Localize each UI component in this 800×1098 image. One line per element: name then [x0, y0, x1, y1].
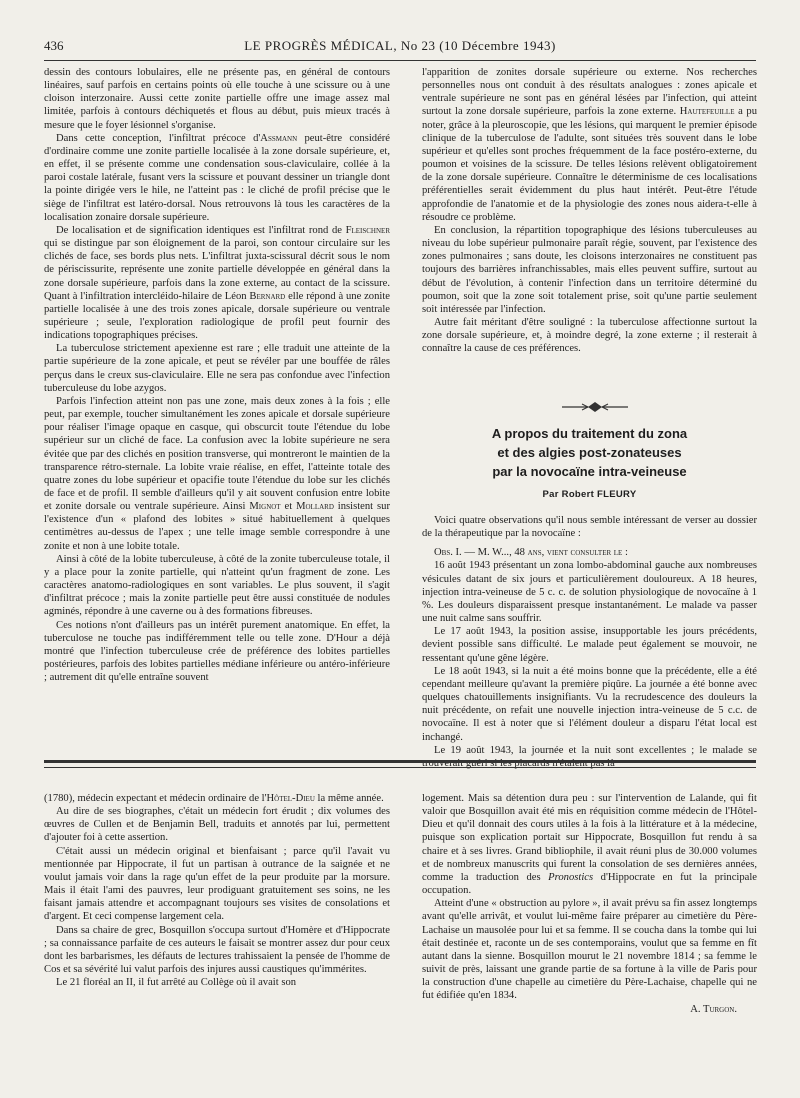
author-name: Fleischner	[345, 224, 390, 236]
paragraph: Autre fait méritant d'être souligné : la tuberculose affectionne surtout la zone dorsale supérieure, et, à moindre degré, la zone externe ; il resterait à connaître la cause de ces préférences.	[422, 316, 757, 355]
paragraph: (1780), médecin expectant et médecin ordinaire de l'Hôtel-Dieu la même année.	[44, 793, 384, 804]
article-zona	[422, 424, 757, 770]
paragraph: Dans cette conception, l'infiltrat précoce d'Assmann peut-être considéré d'ordinaire comme une zonite partielle localisée à la zone dorsale supérieure, et, en effet, il se présente comme une condensation sous-claviculaire, collée à la paroi costale latérale, fusant vers la scissure et pouvant dessiner un triangle dont la pointe dirigée vers le hile, ne l'atteint pas : le cliché de profil précise que le siège de l'infiltrat est latéro-dorsal. Nous retrouvons là tous les caractères de la localisation zonaire dorsale supérieure.	[44, 132, 390, 223]
paragraph: Au dire de ses biographes, c'était un médecin fort érudit ; dix volumes des œuvres de Cullen et de Benjamin Bell, traduits et annotés par lui, permettent d'ajouter foi à cette assertion.	[44, 806, 390, 844]
upper-right-column	[422, 66, 757, 398]
paragraph: Ainsi à côté de la lobite tuberculeuse, à côté de la zonite tuberculeuse totale, il y a place pour la zonite partielle, qui n'atteint qu'un fragment de zone. Les caractères anatomo-radiologiques en sont variables. Le plus souvent, il s'agit d'infiltrat précoce ; mais la zonite partielle peut être aussi constituée de nodules agminés, répondre à une caverne ou à des formations fibreuses.	[44, 553, 390, 618]
paragraph: Dans sa chaire de grec, Bosquillon s'occupa surtout d'Homère et d'Hippocrate ; sa connaissance parfaite de ces auteurs le faisait se montrer assez dur pour ceux dont les barbarismes, les défauts de lectures trahissaient la pensée de l'homme de Cos et sa sévérité lui valut parfois des injures aussi caustiques qu'immérites.	[44, 924, 390, 976]
observation-heading: Obs. I. — M. W..., 48 ans, vient consulter le :	[434, 547, 628, 559]
upper-left-column	[44, 66, 390, 756]
article-title: A propos du traitement du zona et des algies post-zonateuses par la novocaïne intra-veineuse	[491, 426, 688, 479]
paragraph: C'était aussi un médecin original et bienfaisant ; parce qu'il l'avait vu mentionnée par Hippocrate, il fut un partisan à outrance de la saignée et ne voulut jamais voir dans la rage qu'un effet de la peur produite par la morsure. Mais il était l'ami des pauvres, leur prodiguant gratuitement ses soins, ne les faisant jamais attendre et accompagnant toujours ses visites de consolations et d'argent. Et ceci compense largement cela.	[44, 845, 390, 923]
paragraph: Atteint d'une « obstruction au pylore », il avait prévu sa fin assez longtemps avant qu'elle arrivât, et voulut lui-même faire préparer au cimetière du Père-Lachaise un mausolée pour lui et sa femme. Il se coucha dans la tombe qui lui était destinée et, raconte un de ses contemporains, voulut que sa femme en fît autant dans la sienne. Bosquillon mourut le 21 novembre 1814 ; sa femme le suivit de près, laissant une grande partie de sa fortune à la ville de Paris pour la construction d'une chapelle au cimetière du Père-Lachaise, chapelle qui ne fut édifiée qu'en 1834.	[422, 898, 757, 1002]
paragraph: De localisation et de signification identiques est l'infiltrat rond de Fleischner qui se distingue par son éloignement de la paroi, son contour circulaire sur les clichés de face, ses bords plus nets. L'infiltrat juxta-scissural décrit sous le nom de périscissurite, représente une zonite partielle développée en général dans la zone dorsale supérieure, parfois dans la zone externe, au contact de la scissure. Quant à l'infiltration intercléido-hilaire de Léon Bernard elle répond à une zonite partielle localisée à une des trois zones apicale, dorsale supérieure ou ventrale supérieure ; seule, l'exploration radiologique de profil peut fournir des indications topographiques précises.	[44, 224, 390, 342]
paragraph: Ces notions n'ont d'ailleurs pas un intérêt purement anatomique. En effet, la tuberculose ne touche pas indifféremment telle ou telle zone. D'Hour a déjà montré que l'infection tuberculeuse crée de préférence des lobites partielles postérieures, parfois des lobites partielles médiane inférieure ou antéro-inférieure ; autrement dit qu'elle entraîne souvent	[44, 619, 390, 684]
running-head: LE PROGRÈS MÉDICAL, No 23 (10 Décembre 1943)	[244, 38, 556, 53]
section-divider-thin	[44, 767, 756, 768]
paragraph: l'apparition de zonites dorsale supérieure ou externe. Nos recherches personnelles nous ont conduit à des résultats analogues : zones apicale et ventrale supérieure ne sont pas en général lésées par l'infection, qui atteint surtout la zone dorsale supérieure, parfois la zone externe. Hautefeuille a pu noter, grâce à la pleuroscopie, que les lésions, qui marquent le premier épisode clinique de la tuberculose de l'adulte, sont situées très souvent dans le lobe supérieur et qu'elles sont proches fréquemment de la face postéro-externe, du poumon et voisines de la scissure. De telles lésions relèvent obligatoirement de la zone dorsale supérieure. Connaître le déterminisme de ces localisations préférentielles serait évidemment du plus haut intérêt. Peut-être l'étude approfondie de l'anatomie et de la physiologie des zones nous aidera-t-elle à résoudre ce problème.	[422, 67, 757, 223]
page-number: 436	[44, 38, 64, 53]
paragraph: logement. Mais sa détention dura peu : sur l'intervention de Lalande, qui fit valoir que Bosquillon avait été mis en réquisition comme médecin de l'Hôtel-Dieu et qu'il donnait des cours utiles à la fois à la littérature et à la médecine, puisque son explication portait sur Hippocrate, Bosquillon fut rendu à sa chaire et à ses livres. Grand bibliophile, il avait réuni plus de 30.000 volumes et de nombreux manuscrits qui furent la consolation de ses dernières années, comme la traduction des Pronostics d'Hippocrate en fut la principale occupation.	[422, 793, 757, 897]
paragraph: Parfois l'infection atteint non pas une zone, mais deux zones à la fois ; elle peut, par exemple, toucher simultanément les zones apicale et dorsale supérieure pour réaliser l'image opaque en casque, qui obscurcit toute l'étendue du lobe supérieur sur un cliché de face. La confusion avec la lobite supérieure ne sera évitée que par des clichés en position transverse, qui montreront le maintien de la transparence rétro-sternale. La lobite vraie réalise, en effet, l'atteinte totale des quatre zones du lobe supérieur et opacifie toute l'étendue du lobe sur les clichés de face et de profil. Il semble d'ailleurs qu'il y ait souvent confusion entre lobite et zonite dorsale ou ventrale supérieure. Ainsi Mignot et Mollard insistent sur l'existence d'un « plafond des lobites » situé habituellement à quelques centimètres au-dessus de l'apex ; une telle image semble correspondre à une zonite et non à une lobite totale.	[44, 395, 390, 552]
paragraph: La tuberculose strictement apexienne est rare ; elle traduit une atteinte de la partie supérieure de la zone apicale, et peut se révéler par une bouffée de râles perçus dans le creux sus-claviculaire. Elle ne sera pas confondue avec l'infection tuberculeuse du lobe azygos.	[44, 343, 390, 394]
author-name: Hautefeuille	[679, 106, 735, 118]
author-name: Bernard	[249, 290, 286, 302]
author-name: Mignot	[249, 501, 281, 513]
paragraph: 16 août 1943 présentant un zona lombo-abdominal gauche aux nombreuses vésicules datant de six jours et particulièrement douloureux. A 18 heures, injection intra-veineuse de 5 c. c. de solution physiologique de novocaïne à 1 %. Les douleurs disparaissent presque instantanément. Le malade va passer une nuit calme sans souffrir.	[422, 560, 757, 625]
paragraph: dessin des contours lobulaires, elle ne présente pas, en général de contours linéaires, sauf parfois en certains points où elle touche à une scissure ou à une cloison interzonaire. Aussi cette zonite partielle offre une image assez mal limitée, parfois à contours déchiquetés et flous au début, puis mieux tracés à mesure que le foyer lésionnel s'organise.	[44, 67, 390, 131]
lower-right-column	[422, 792, 757, 1032]
paragraph: Voici quatre observations qu'il nous semble intéressant de verser au dossier de la thérapeutique par la novocaïne :	[422, 515, 757, 540]
section-ornament	[560, 400, 630, 414]
paragraph: Le 17 août 1943, la position assise, insupportable les jours précédents, devient possible sans difficulté. Le malade peut également se mouvoir, ne ressentant qu'une gêne légère.	[422, 626, 757, 664]
paragraph: En conclusion, la répartition topographique des lésions tuberculeuses au niveau du lobe supérieur pulmonaire paraît régie, souvent, par l'existence des zones pulmonaires ; sans doute, les cloisons interzonaires ne constituent pas toujours des barrières infranchissables, mais elles peuvent suffire, surtout au début de l'évolution, à contenir l'infection dans un territoire déterminé du poumon, soit que la zone soit totalement prise, soit qu'une partie seulement soit intéressée par l'infection.	[422, 224, 757, 315]
lower-left-column	[44, 792, 390, 1032]
paragraph: Le 19 août 1943, la journée et la nuit sont excellentes ; le malade se trouverait guéri si les placards n'étaient pas là	[422, 744, 757, 769]
signature: A. Turgon.	[690, 1003, 737, 1015]
header-rule	[44, 60, 756, 61]
article-author: Par Robert FLEURY	[542, 489, 637, 500]
section-divider-thick	[44, 760, 756, 763]
author-name: Assmann	[260, 132, 298, 144]
article-body	[422, 514, 757, 770]
paragraph: Le 21 floréal an II, il fut arrêté au Collège où il avait son	[56, 977, 297, 989]
author-name: Mollard	[296, 501, 334, 513]
paragraph: Le 18 août 1943, si la nuit a été moins bonne que la précédente, elle a été cependant meilleure qu'avant la première piqûre. La journée a été bonne avec quelques chatouillements insignifiants. Vu la recrudescence des douleurs la nuit précédente, on refait une nouvelle injection intra-veineuse de 5 c.c. de novocaïne. Il est à noter que si l'élément douleur a disparu l'état local est inchangé.	[422, 665, 757, 743]
